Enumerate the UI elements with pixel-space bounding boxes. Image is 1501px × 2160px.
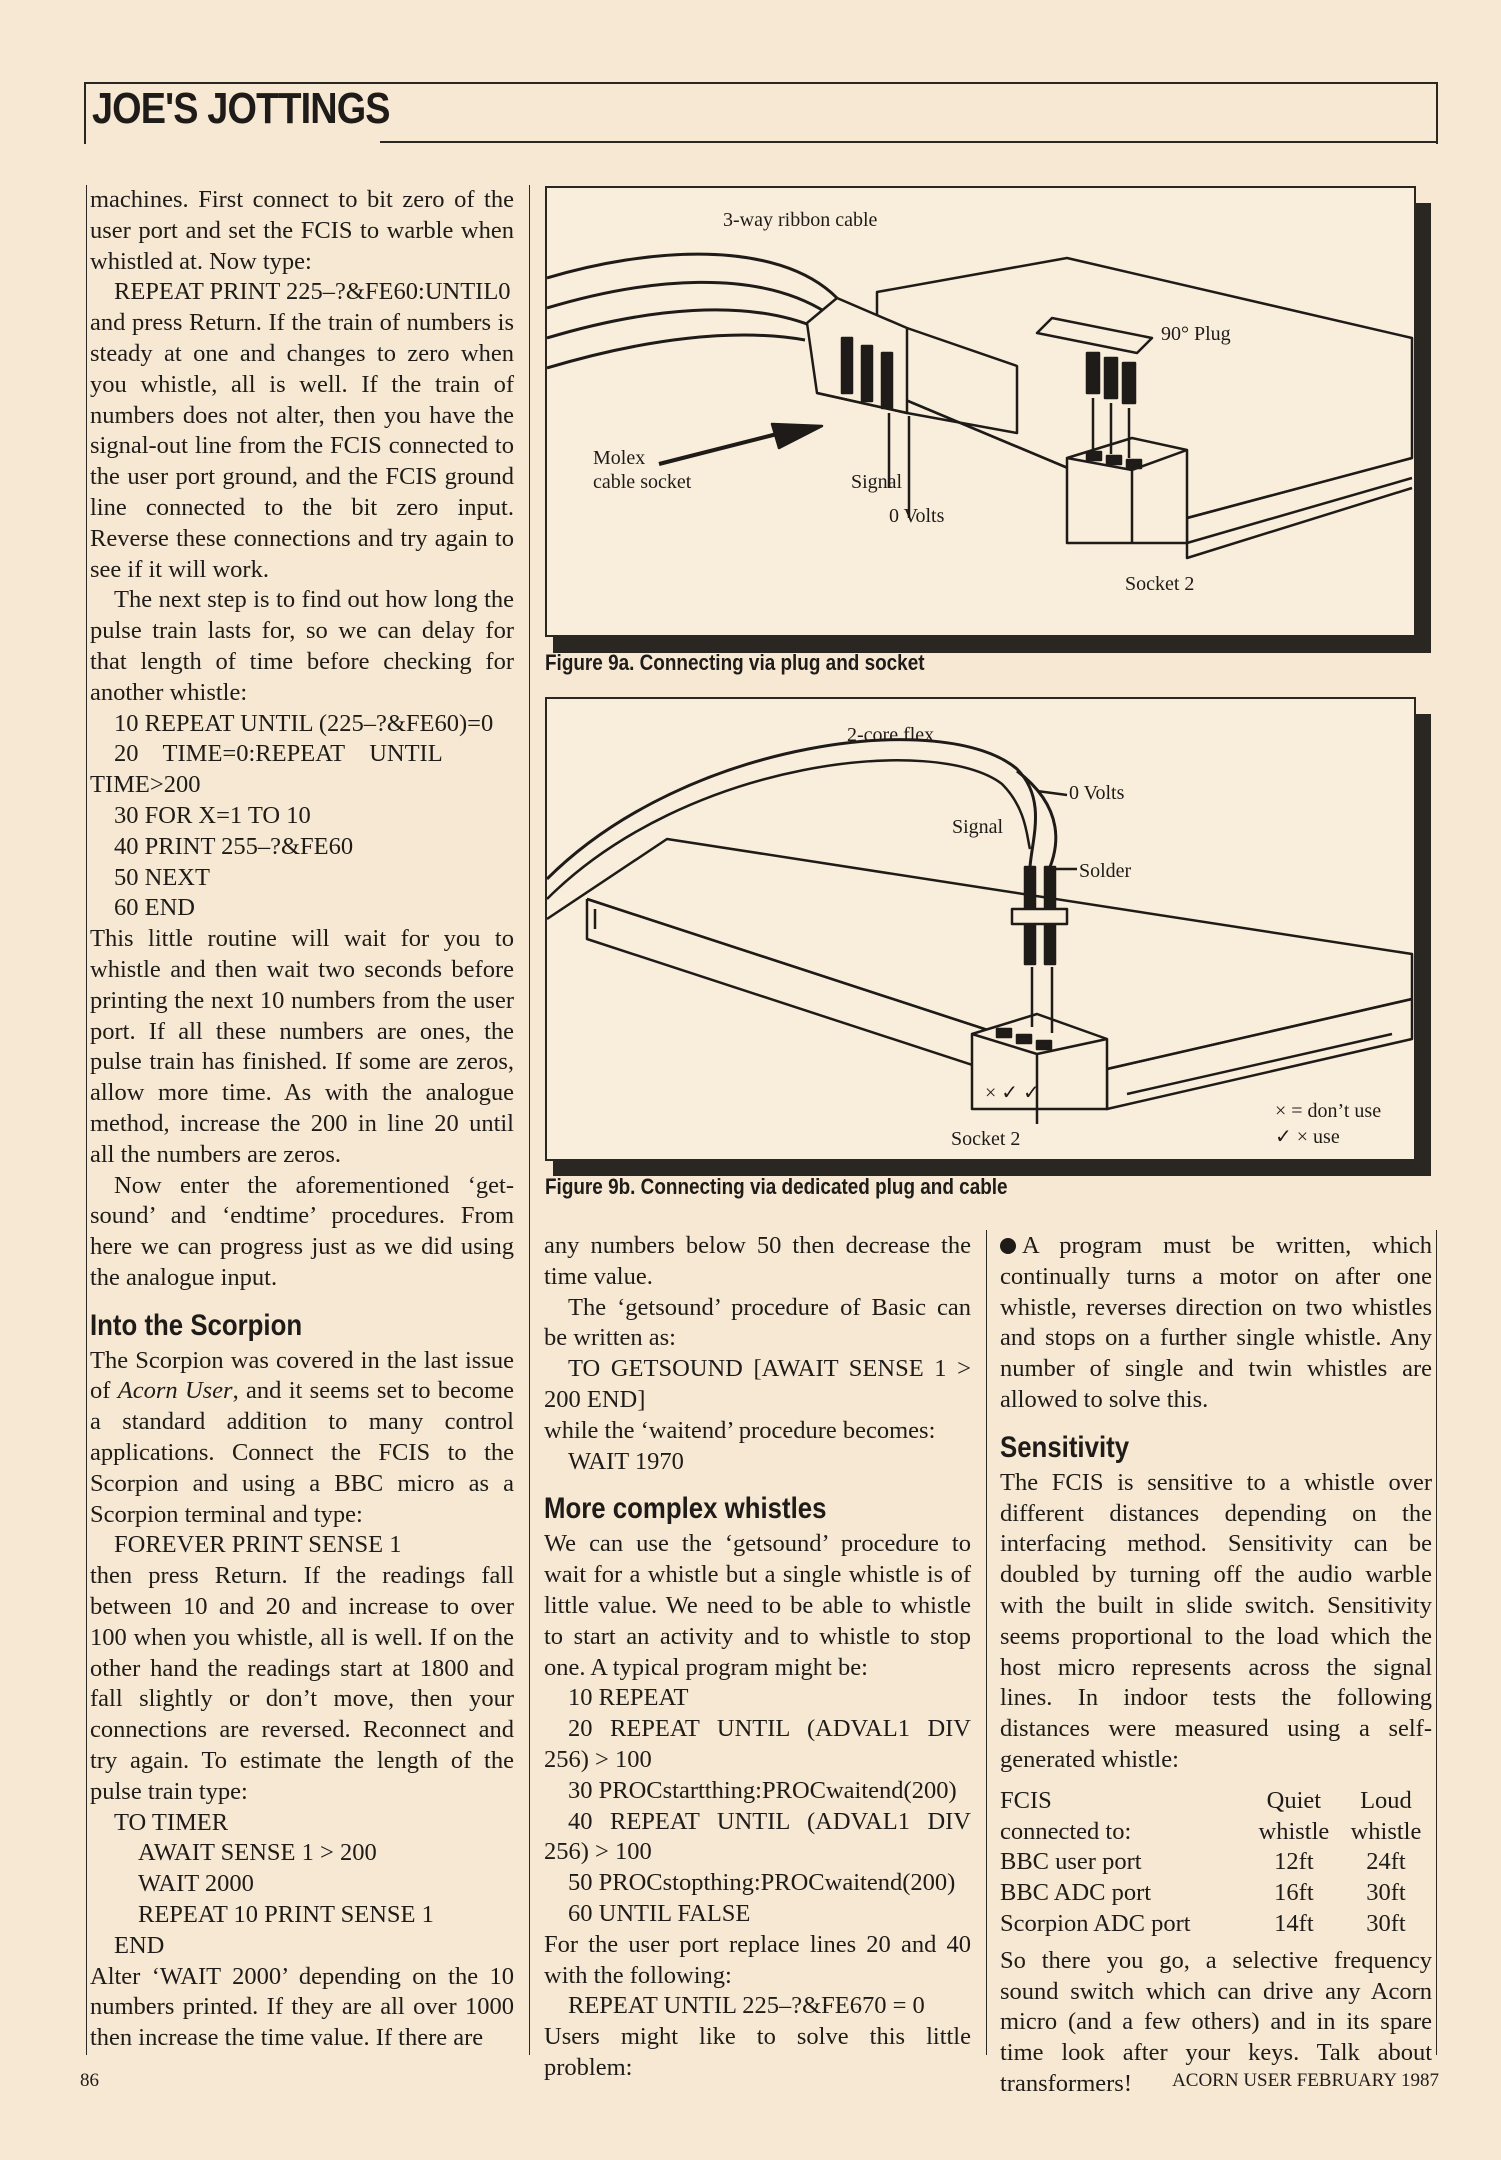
code-line: 10 REPEAT (568, 1684, 689, 1712)
table-row (1000, 1847, 1432, 1878)
paragraph: We can use the ‘getsound’ procedure to wait for a whistle but a single whistle is of little value. We need to be able to whistle to start an activity and to whistle to stop one. A typical program might be: (544, 1530, 971, 1681)
figure-9b (545, 697, 1416, 1161)
label-plug: 90° Plug (1161, 323, 1231, 345)
text-span: , and it seems set to become a standard addition to many control applications. Connect the FCIS to the Scorpion and using a BBC micro as a Scorpion terminal and type: (90, 1377, 514, 1528)
paragraph: The next step is to find out how long the pulse train lasts for, so we can delay for that length of time before checking for another whistle: (90, 586, 514, 706)
code-line: 20 TIME=0:REPEAT UNTIL (114, 740, 443, 768)
code-line: REPEAT 10 PRINT SENSE 1 (138, 1901, 434, 1929)
column-rule-left (86, 185, 87, 2055)
column-3 (1000, 1231, 1432, 2100)
header-left-rule (84, 82, 86, 144)
subheading: Sensitivity (1000, 1430, 1130, 1464)
column-rule-2 (986, 1230, 987, 2055)
table-header: Quiet (1266, 1786, 1322, 1814)
table-header-row (1000, 1786, 1432, 1817)
figure-9b-diagram (547, 699, 1414, 1159)
label-solder: Solder (1079, 860, 1132, 882)
table-cell: BBC user port (1000, 1848, 1142, 1876)
label-signal: Signal (851, 471, 903, 493)
text-span: The Scorpion was covered in the last issue of (90, 1346, 514, 1405)
code-line: 50 PROCstopthing:PROCwaitend(200) (568, 1869, 956, 1897)
code-line: END (114, 1931, 165, 1959)
figure-9a (545, 186, 1416, 637)
code-line: 30 FOR X=1 TO 10 (114, 801, 311, 829)
code-line: WAIT 2000 (138, 1870, 254, 1898)
paragraph (90, 1346, 514, 1531)
figure-9b-caption: Figure 9b. Connecting via dedicated plug and cable (545, 1174, 1008, 1199)
label-socket-2: Socket 2 (1125, 573, 1195, 595)
legend-use: ✓ × use (1275, 1126, 1340, 1148)
header-bottom-rule (380, 141, 1438, 143)
table-cell: 12ft (1274, 1848, 1314, 1876)
paragraph: For the user port replace lines 20 and 40 with the following: (544, 1930, 971, 1989)
label-ribbon-cable: 3-way ribbon cable (723, 209, 878, 231)
paragraph (1000, 1231, 1432, 1416)
table-row (1000, 1909, 1432, 1940)
paragraph: Alter ‘WAIT 2000’ depending on the 10 numbers printed. If they are all over 1000 then increase the time value. If there are (90, 1962, 514, 2052)
paragraph: The ‘getsound’ procedure of Basic can be written as: (544, 1293, 971, 1352)
paragraph: then press Return. If the readings fall between 10 and 20 and increase to over 100 when you whistle, all is well. If on the other hand the readings start at 1800 and fall slightly or don’t move, then your connections are reversed. Reconnect and try again. To estimate the length of the pulse train type: (90, 1562, 514, 1805)
paragraph: So there you go, a selective frequency sound switch which can drive any Acorn micro (and a few others) and in its spare time look after your keys. Talk about transformers! (1000, 1946, 1432, 2097)
text-span: A program must be written, which continually turns a motor on after one whistle, reverses direction on two whistles and stops on a further single whistle. Any number of single and twin whistles are allowed to solve this. (1000, 1232, 1432, 1413)
paragraph: This little routine will wait for you to whistle and then wait two seconds before printing the next 10 numbers from the user port. If all these numbers are ones, the pulse train has finished. If some are zeros, allow more time. As with the analogue method, increase the 200 in line 20 until all the numbers are zeros. (90, 925, 514, 1168)
label-zero-volts: 0 Volts (889, 505, 945, 527)
column-rule-right (1436, 1230, 1437, 2055)
label-molex: Molex (593, 447, 646, 469)
code-line: 20 REPEAT UNTIL (ADVAL1 DIV 256) > 100 (544, 1715, 971, 1773)
table-cell: 30ft (1366, 1909, 1406, 1937)
paragraph: Users might like to solve this little problem: (544, 2023, 971, 2081)
label-zero-volts: 0 Volts (1069, 782, 1125, 804)
label-socket-2: Socket 2 (951, 1128, 1021, 1150)
column-1 (90, 185, 514, 2054)
table-header: connected to: (1000, 1817, 1132, 1845)
table-cell: 30ft (1366, 1879, 1406, 1907)
table-header: Loud (1360, 1786, 1412, 1814)
table-row (1000, 1878, 1432, 1909)
table-header: whistle (1350, 1817, 1422, 1845)
subheading: Into the Scorpion (90, 1308, 303, 1342)
subheading: More complex whistles (544, 1492, 827, 1526)
page-number: 86 (80, 2070, 99, 2091)
code-line: 50 NEXT (114, 863, 210, 891)
column-rule-1 (529, 185, 530, 2055)
magazine-name: Acorn User (117, 1377, 233, 1405)
label-marks: × ✓ ✓ (985, 1082, 1040, 1104)
paragraph: The FCIS is sensitive to a whistle over different distances depending on the interfacing method. Sensitivity can be doubled by turning off the audio warble with the built in slide switch. Sensitivity seems proportional to the load which the host micro represents across the signal lines. In indoor tests the following distances were measured using a self-generated whistle: (1000, 1468, 1432, 1773)
table-cell: BBC ADC port (1000, 1879, 1152, 1907)
code-line: FOREVER PRINT SENSE 1 (114, 1531, 402, 1559)
table-header-row (1000, 1817, 1432, 1848)
code-line: TO GETSOUND [AWAIT SENSE 1 > 200 END] (544, 1355, 971, 1413)
code-line: 60 END (114, 894, 195, 922)
code-line: REPEAT PRINT 225–?&FE60:UNTIL0 (114, 278, 511, 306)
code-line: 60 UNTIL FALSE (568, 1899, 751, 1927)
paragraph: machines. First connect to bit zero of the user port and set the FCIS to warble when whistled at. Now type: (90, 186, 514, 275)
column-2 (544, 1231, 971, 2084)
code-line: 40 REPEAT UNTIL (ADVAL1 DIV 256) > 100 (544, 1807, 971, 1866)
label-signal: Signal (952, 816, 1004, 838)
figure-9a-diagram (547, 188, 1414, 635)
code-line: 10 REPEAT UNTIL (225–?&FE60)=0 (114, 709, 494, 737)
label-cable-socket: cable socket (593, 471, 692, 493)
table-cell: 24ft (1366, 1848, 1406, 1876)
table-header: FCIS (1000, 1786, 1052, 1814)
code-line: REPEAT UNTIL 225–?&FE670 = 0 (568, 1992, 925, 2020)
table-cell: 14ft (1274, 1909, 1314, 1937)
code-line: AWAIT SENSE 1 > 200 (138, 1839, 377, 1867)
paragraph: Now enter the aforementioned ‘get-sound’ and ‘endtime’ procedures. From here we can progress just as we did using the analogue input. (90, 1171, 514, 1291)
paragraph: while the ‘waitend’ procedure becomes: (544, 1416, 936, 1444)
code-line: TIME>200 (90, 771, 201, 799)
table-header: whistle (1258, 1817, 1330, 1845)
magazine-footer: ACORN USER FEBRUARY 1987 (1172, 2070, 1439, 2091)
code-line: 40 PRINT 255–?&FE60 (114, 832, 354, 860)
header-right-rule (1436, 82, 1438, 144)
legend-dont-use: × = don’t use (1275, 1100, 1382, 1122)
code-line: WAIT 1970 (568, 1447, 684, 1475)
figure-9a-caption: Figure 9a. Connecting via plug and socket (545, 650, 925, 675)
paragraph: and press Return. If the train of numbers is steady at one and changes to zero when you whistle, all is well. If the train of numbers does not alter, then you have the signal-out line from the FCIS connected to the user port ground, and the FCIS ground line connected to the bit zero input. Reverse these connections and try again to see if it will work. (90, 309, 514, 583)
distance-table (1000, 1786, 1432, 1940)
page-title: JOE'S JOTTINGS (92, 84, 390, 133)
table-cell: 16ft (1274, 1879, 1314, 1907)
paragraph: any numbers below 50 then decrease the time value. (544, 1232, 971, 1290)
label-flex: 2-core flex (847, 724, 935, 746)
table-cell: Scorpion ADC port (1000, 1909, 1191, 1937)
code-line: TO TIMER (114, 1808, 229, 1836)
code-line: 30 PROCstartthing:PROCwaitend(200) (568, 1776, 957, 1804)
bullet-icon (1000, 1238, 1016, 1254)
